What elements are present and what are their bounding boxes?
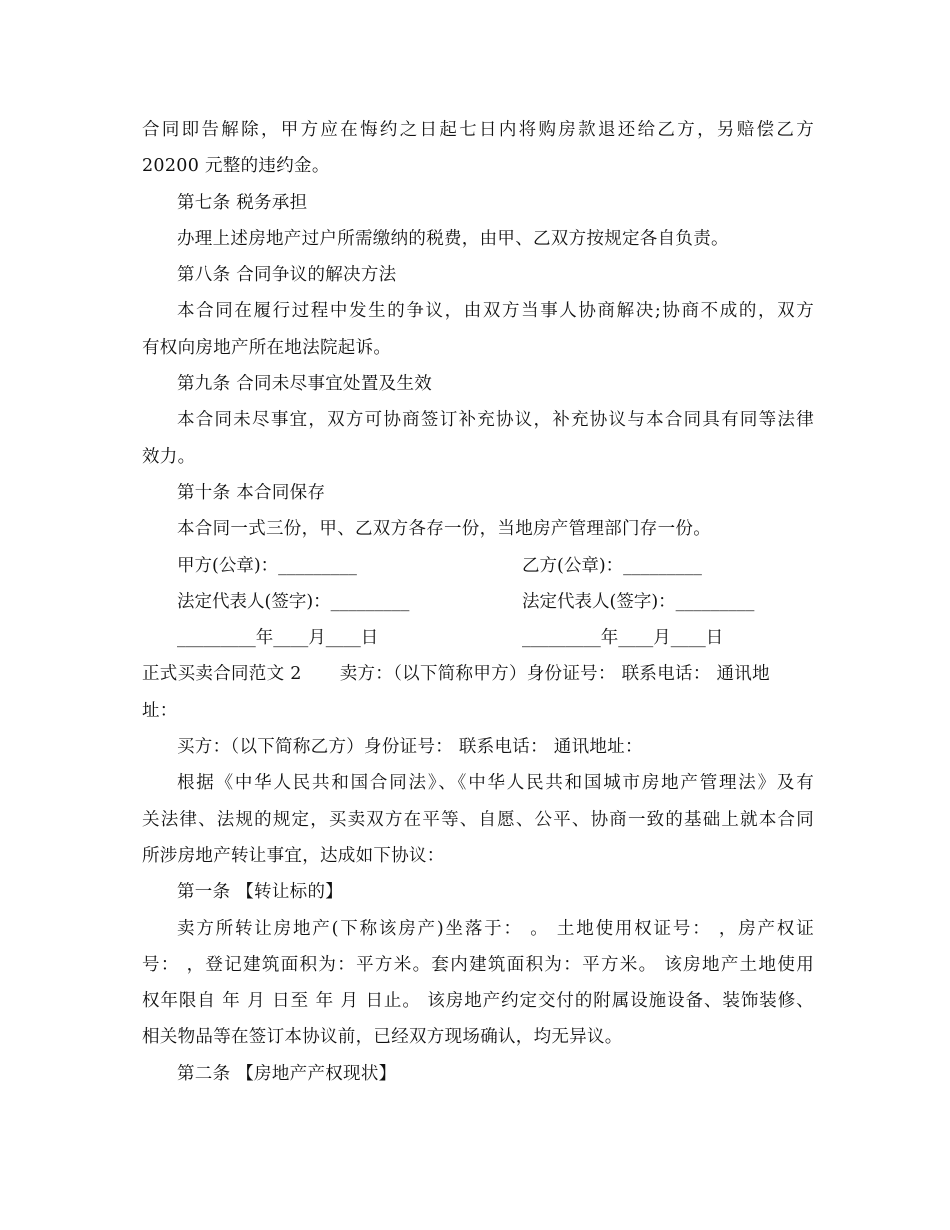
paragraph-line: 所涉房地产转让事宜，达成如下协议： (142, 845, 445, 866)
article-heading: 第一条 【转让标的】 (177, 882, 344, 903)
party-b-seal: 乙方(公章)：_________ (522, 555, 702, 576)
party-a-date: _________年____月____日 (177, 628, 379, 649)
paragraph-line: 本合同一式三份，甲、乙双方各存一份，当地房产管理部门存一份。 (177, 519, 711, 540)
party-a-seal: 甲方(公章)：_________ (177, 555, 357, 576)
second-contract-intro (142, 656, 814, 692)
article-heading: 第二条 【房地产产权现状】 (177, 1063, 397, 1084)
paragraph-line: 效力。 (142, 446, 196, 467)
paragraph-line: 本合同在履行过程中发生的争议，由双方当事人协商解决;协商不成的，双方 (177, 301, 814, 322)
paragraph-line: 号： ，登记建筑面积为：平方米。套内建筑面积为：平方米。 该房地产土地使用 (142, 954, 814, 975)
paragraph-line: 办理上述房地产过户所需缴纳的税费，由甲、乙双方按规定各自负责。 (177, 228, 729, 249)
paragraph-line: 卖方所转让房地产(下称该房产)坐落于： 。 土地使用权证号： ，房产权证 (177, 918, 814, 939)
party-b-date: _________年____月____日 (522, 628, 724, 649)
document-body (142, 112, 814, 1092)
seller-info-line: 卖方：（以下简称甲方）身份证号： 联系电话： 通讯地 (339, 664, 770, 685)
paragraph-line: 关法律、法规的规定，买卖双方在平等、自愿、公平、协商一致的基础上就本合同 (142, 809, 814, 830)
paragraph-line: 本合同未尽事宜，双方可协商签订补充协议，补充协议与本合同具有同等法律 (177, 410, 814, 431)
signature-row-representative (142, 584, 814, 620)
party-b-representative: 法定代表人(签字)：_________ (522, 591, 755, 612)
paragraph-line: 合同即告解除，甲方应在悔约之日起七日内将购房款退还给乙方，另赔偿乙方 (142, 120, 814, 140)
article-heading: 第九条 合同未尽事宜处置及生效 (177, 374, 433, 395)
article-heading: 第八条 合同争议的解决方法 (177, 265, 397, 286)
paragraph-line: 20200 元整的违约金。 (142, 156, 330, 177)
signature-row-date (142, 620, 814, 656)
signature-row-seal (142, 548, 814, 584)
article-heading: 第十条 本合同保存 (177, 482, 326, 503)
party-a-representative: 法定代表人(签字)：_________ (177, 591, 410, 612)
paragraph-line: 相关物品等在签订本协议前，已经双方现场确认，均无异议。 (142, 1027, 623, 1048)
buyer-info-line: 买方：（以下简称乙方）身份证号： 联系电话： 通讯地址： (177, 737, 643, 758)
paragraph-line: 权年限自 年 月 日至 年 月 日止。 该房地产约定交付的附属设施设备、装饰装修、 (142, 991, 814, 1012)
article-heading: 第七条 税务承担 (177, 192, 308, 213)
paragraph-line: 根据《中华人民共和国合同法》、《中华人民共和国城市房地产管理法》及有 (177, 773, 814, 794)
paragraph-line: 有权向房地产所在地法院起诉。 (142, 337, 392, 358)
paragraph-line: 址： (142, 700, 178, 721)
second-contract-heading: 正式买卖合同范文 2 (142, 664, 302, 685)
